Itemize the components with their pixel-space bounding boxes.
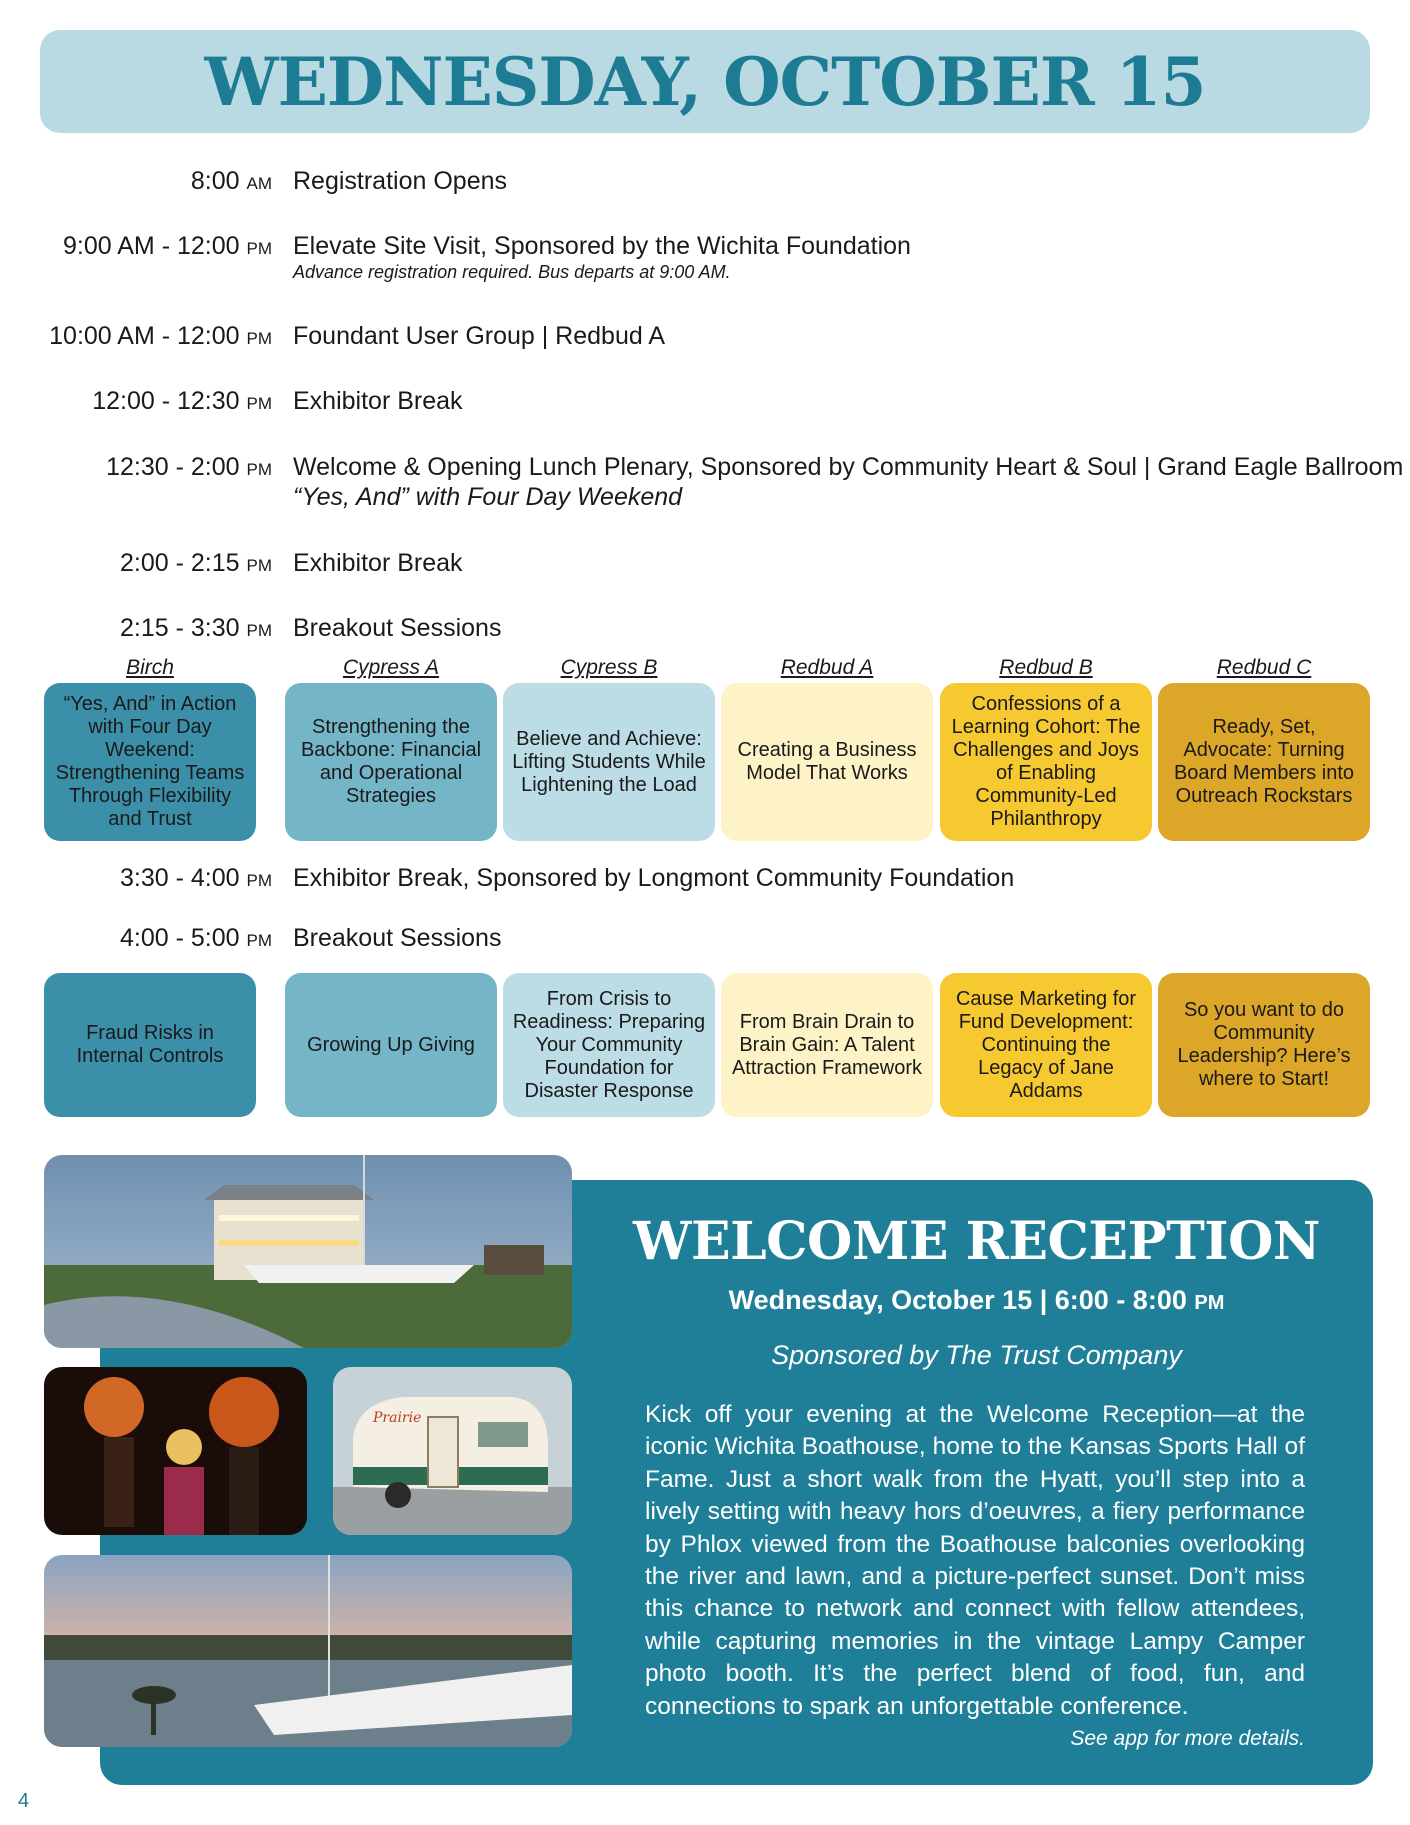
breakout-card-redbud-b: Cause Marketing for Fund Development: Continuing the Legacy of Jane Addams (940, 973, 1152, 1117)
breakout-card-redbud-b: Confessions of a Learning Cohort: The Challenges and Joys of Enabling Community-Led Philanthropy (940, 683, 1152, 841)
schedule-time: 2:00 - 2:15 PM (120, 549, 272, 577)
breakout-card-cypress-b: Believe and Achieve: Lifting Students While Lightening the Load (503, 683, 715, 841)
day-title: WEDNESDAY, OCTOBER 15 (204, 42, 1206, 121)
reception-date: Wednesday, October 15 | 6:00 - 8:00 PM (728, 1285, 1225, 1315)
schedule-time: 3:30 - 4:00 PM (120, 864, 272, 892)
boathouse-photo (44, 1155, 572, 1348)
breakout-card-birch: “Yes, And” in Action with Four Day Weekend: Strengthening Teams Through Flexibility and Trust (44, 683, 256, 841)
breakout-card-cypress-b: From Crisis to Readiness: Preparing Your Community Foundation for Disaster Response (503, 973, 715, 1117)
schedule-time: 4:00 - 5:00 PM (120, 924, 272, 952)
schedule-time: 8:00 AM (190, 167, 272, 195)
schedule-title: Elevate Site Visit, Sponsored by the Wichita Foundation (293, 232, 911, 260)
schedule-title: Welcome & Opening Lunch Plenary, Sponsored by Community Heart & Soul | Grand Eagle Ballroom (293, 453, 1404, 481)
schedule-note: Advance registration required. Bus departs at 9:00 AM. (293, 262, 731, 282)
fire-illustration (44, 1367, 307, 1535)
reception-description (645, 1399, 1305, 1755)
schedule-title: Breakout Sessions (293, 924, 502, 952)
camper-sign: Prairie (373, 1410, 422, 1426)
room-label-redbud-c: Redbud C (1216, 656, 1312, 679)
reception-body: Kick off your evening at the Welcome Reception—at the iconic Wichita Boathouse, home to the Kansas Sports Hall of Fame. Just a short walk from the Hyatt, you’ll step into a lively setting with heavy hors d’oeuvres, a fiery performance by Phlox viewed from the Boathouse balconies overlooking the river and lawn, and a picture-perfect sunset. Don’t miss this chance to network and connect with fellow attendees, while capturing memories in the vintage Lampy Camper photo booth. It’s the perfect blend of food, fun, and connections to spark an unforgettable conference. (645, 1401, 1305, 1720)
reception-sponsor: Sponsored by The Trust Company (771, 1340, 1182, 1370)
schedule-title: Exhibitor Break (293, 549, 463, 577)
breakout-card-redbud-c: So you want to do Community Leadership? Here’s where to Start! (1158, 973, 1370, 1117)
breakout-card-cypress-a: Growing Up Giving (285, 973, 497, 1117)
room-label-redbud-a: Redbud A (780, 656, 874, 679)
schedule-title: Exhibitor Break (293, 387, 463, 415)
schedule-time: 2:15 - 3:30 PM (120, 614, 272, 642)
schedule-time: 12:00 - 12:30 PM (92, 387, 272, 415)
camper-illustration (333, 1367, 572, 1535)
fire-performance-photo (44, 1367, 307, 1535)
breakout-card-cypress-a: Strengthening the Backbone: Financial and Operational Strategies (285, 683, 497, 841)
room-label-cypress-b: Cypress B (560, 656, 658, 679)
vintage-camper-photo (333, 1367, 572, 1535)
schedule-time: 9:00 AM - 12:00 PM (63, 232, 272, 260)
schedule-title: Breakout Sessions (293, 614, 502, 642)
day-header (40, 30, 1370, 133)
reception-title: WELCOME RECEPTION (633, 1211, 1320, 1272)
schedule-title: Registration Opens (293, 167, 508, 195)
schedule-time: 12:30 - 2:00 PM (106, 453, 272, 481)
sunset-illustration (44, 1555, 572, 1747)
breakout-card-redbud-a: Creating a Business Model That Works (721, 683, 933, 841)
breakout-card-birch: Fraud Risks in Internal Controls (44, 973, 256, 1117)
schedule-title: Exhibitor Break, Sponsored by Longmont Community Foundation (293, 864, 1015, 892)
boathouse-illustration (44, 1155, 572, 1348)
schedule-title: Foundant User Group | Redbud A (293, 322, 665, 350)
page-number: 4 (18, 1790, 30, 1812)
room-label-redbud-b: Redbud B (999, 656, 1093, 679)
room-label-birch: Birch (126, 656, 174, 679)
room-label-cypress-a: Cypress A (342, 656, 440, 679)
reception-more-details: See app for more details. (1070, 1727, 1305, 1751)
breakout-card-redbud-a: From Brain Drain to Brain Gain: A Talent Attraction Framework (721, 973, 933, 1117)
schedule-time: 10:00 AM - 12:00 PM (49, 322, 272, 350)
schedule-subtitle: “Yes, And” with Four Day Weekend (293, 483, 683, 511)
breakout-card-redbud-c: Ready, Set, Advocate: Turning Board Members into Outreach Rockstars (1158, 683, 1370, 841)
river-sunset-photo (44, 1555, 572, 1747)
